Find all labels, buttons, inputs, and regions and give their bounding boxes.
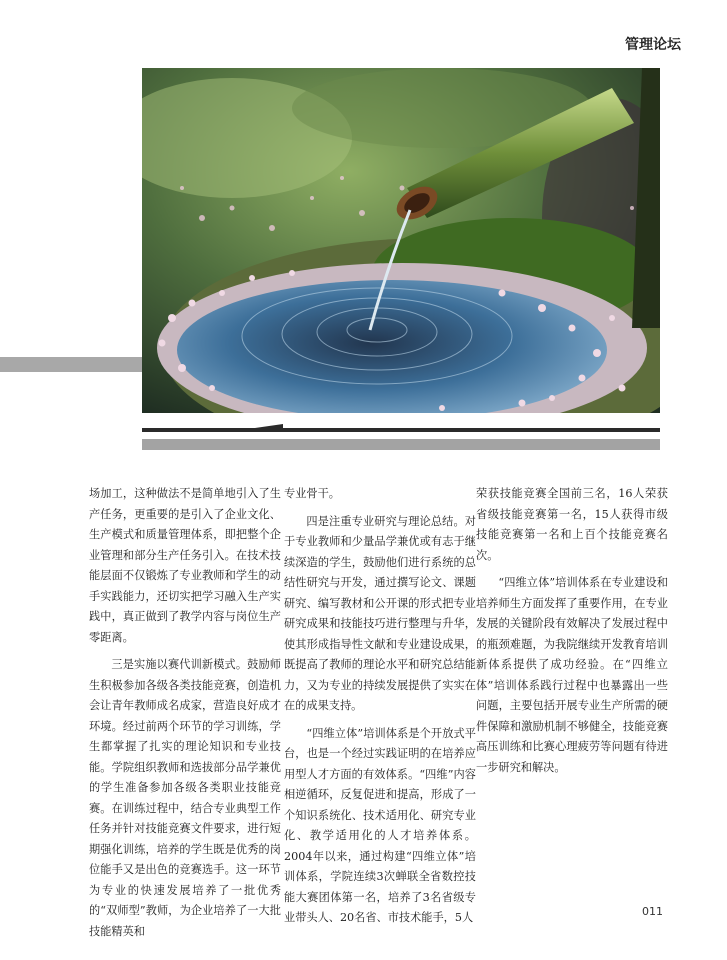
black-rule — [142, 428, 660, 432]
paragraph: 四是注重专业研究与理论总结。对于专业教师和少量品学兼优或有志于继续深造的学生，鼓励他们进行系统的总结性研究与开发，通过撰写论文、课题研究、编写教材和公开课的形式把专业研究成果和技能技巧进行整理与升华，使其形成指导性文献和专业建设成果，既提高了教师的理论水平和研究总结能力，又为专业的持续发展提供了实实在在的成果支持。 — [284, 514, 476, 712]
paragraph: “四维立体”培训体系在专业建设和培养师生方面发挥了重要作用，在专业发展的关键阶段有效解决了发展过程中的瓶颈难题，为我院继续开发教育培训新体系提供了成功经验。在“四维立体”培训体系践行过程中也暴露出一些问题，主要包括开展专业生产所需的硬件保障和激励机制不够健全，技能竞赛高压训练和比赛心理疲劳等问题有待进一步研究和解决。 — [476, 576, 668, 774]
gray-rule — [142, 439, 660, 450]
rule-arrow-accent — [255, 420, 283, 428]
paragraph: 三是实施以赛代训新模式。鼓励师生积极参加各级各类技能竞赛，创造机会让青年教师成名成家，营造良好成才环境。经过前两个环节的学习训练，学生都掌握了扎实的理论知识和专业技能。学院组织教师和选拔部分品学兼优的学生准备参加各级各类职业技能竞赛。在训练过程中，结合专业典型工作任务并针对技能竞赛文件要求，进行短期强化训练，培养的学生既是优秀的岗位能手又是出色的竞赛选手。这一环节为专业的快速发展培养了一批优秀的“双师型”教师，为企业培养了一大批技能精英和 — [89, 658, 281, 938]
paragraph: 场加工，这种做法不是简单地引入了生产任务，更重要的是引入了企业文化、生产模式和质量管理体系，即把整个企业管理和部分生产任务引入。在技术技能层面不仅锻炼了专业教师和学生的动手实践能力，还切实把学习融入生产实践中，真正做到了教学内容与岗位生产零距离。 — [89, 487, 281, 644]
article-photo — [142, 68, 660, 413]
page-number: 011 — [642, 905, 663, 918]
text-column-1 — [89, 484, 281, 942]
paragraph: 专业骨干。 — [284, 487, 340, 500]
text-column-3 — [476, 484, 668, 778]
text-column-2 — [284, 484, 476, 929]
gray-accent-bar — [0, 357, 142, 372]
paragraph: “四维立体”培训体系是个开放式平台，也是一个经过实践证明的在培养应用型人才方面的有效体系。“四维”内容相逆循环，反复促进和提高，形成了一个知识系统化、技术适用化、研究专业化、教学适用化的人才培养体系。2004年以来，通过构建“四维立体”培训体系，学院连续3次蝉联全省数控技能大赛团体第一名，培养了3名省级专业带头人、20名省、市技术能手，5人 — [284, 726, 476, 924]
paragraph: 荣获技能竞赛全国前三名，16人荣获省级技能竞赛第一名，15人获得市级技能竞赛第一名和上百个技能竞赛名次。 — [476, 487, 668, 562]
section-label: 管理论坛 — [625, 37, 681, 53]
